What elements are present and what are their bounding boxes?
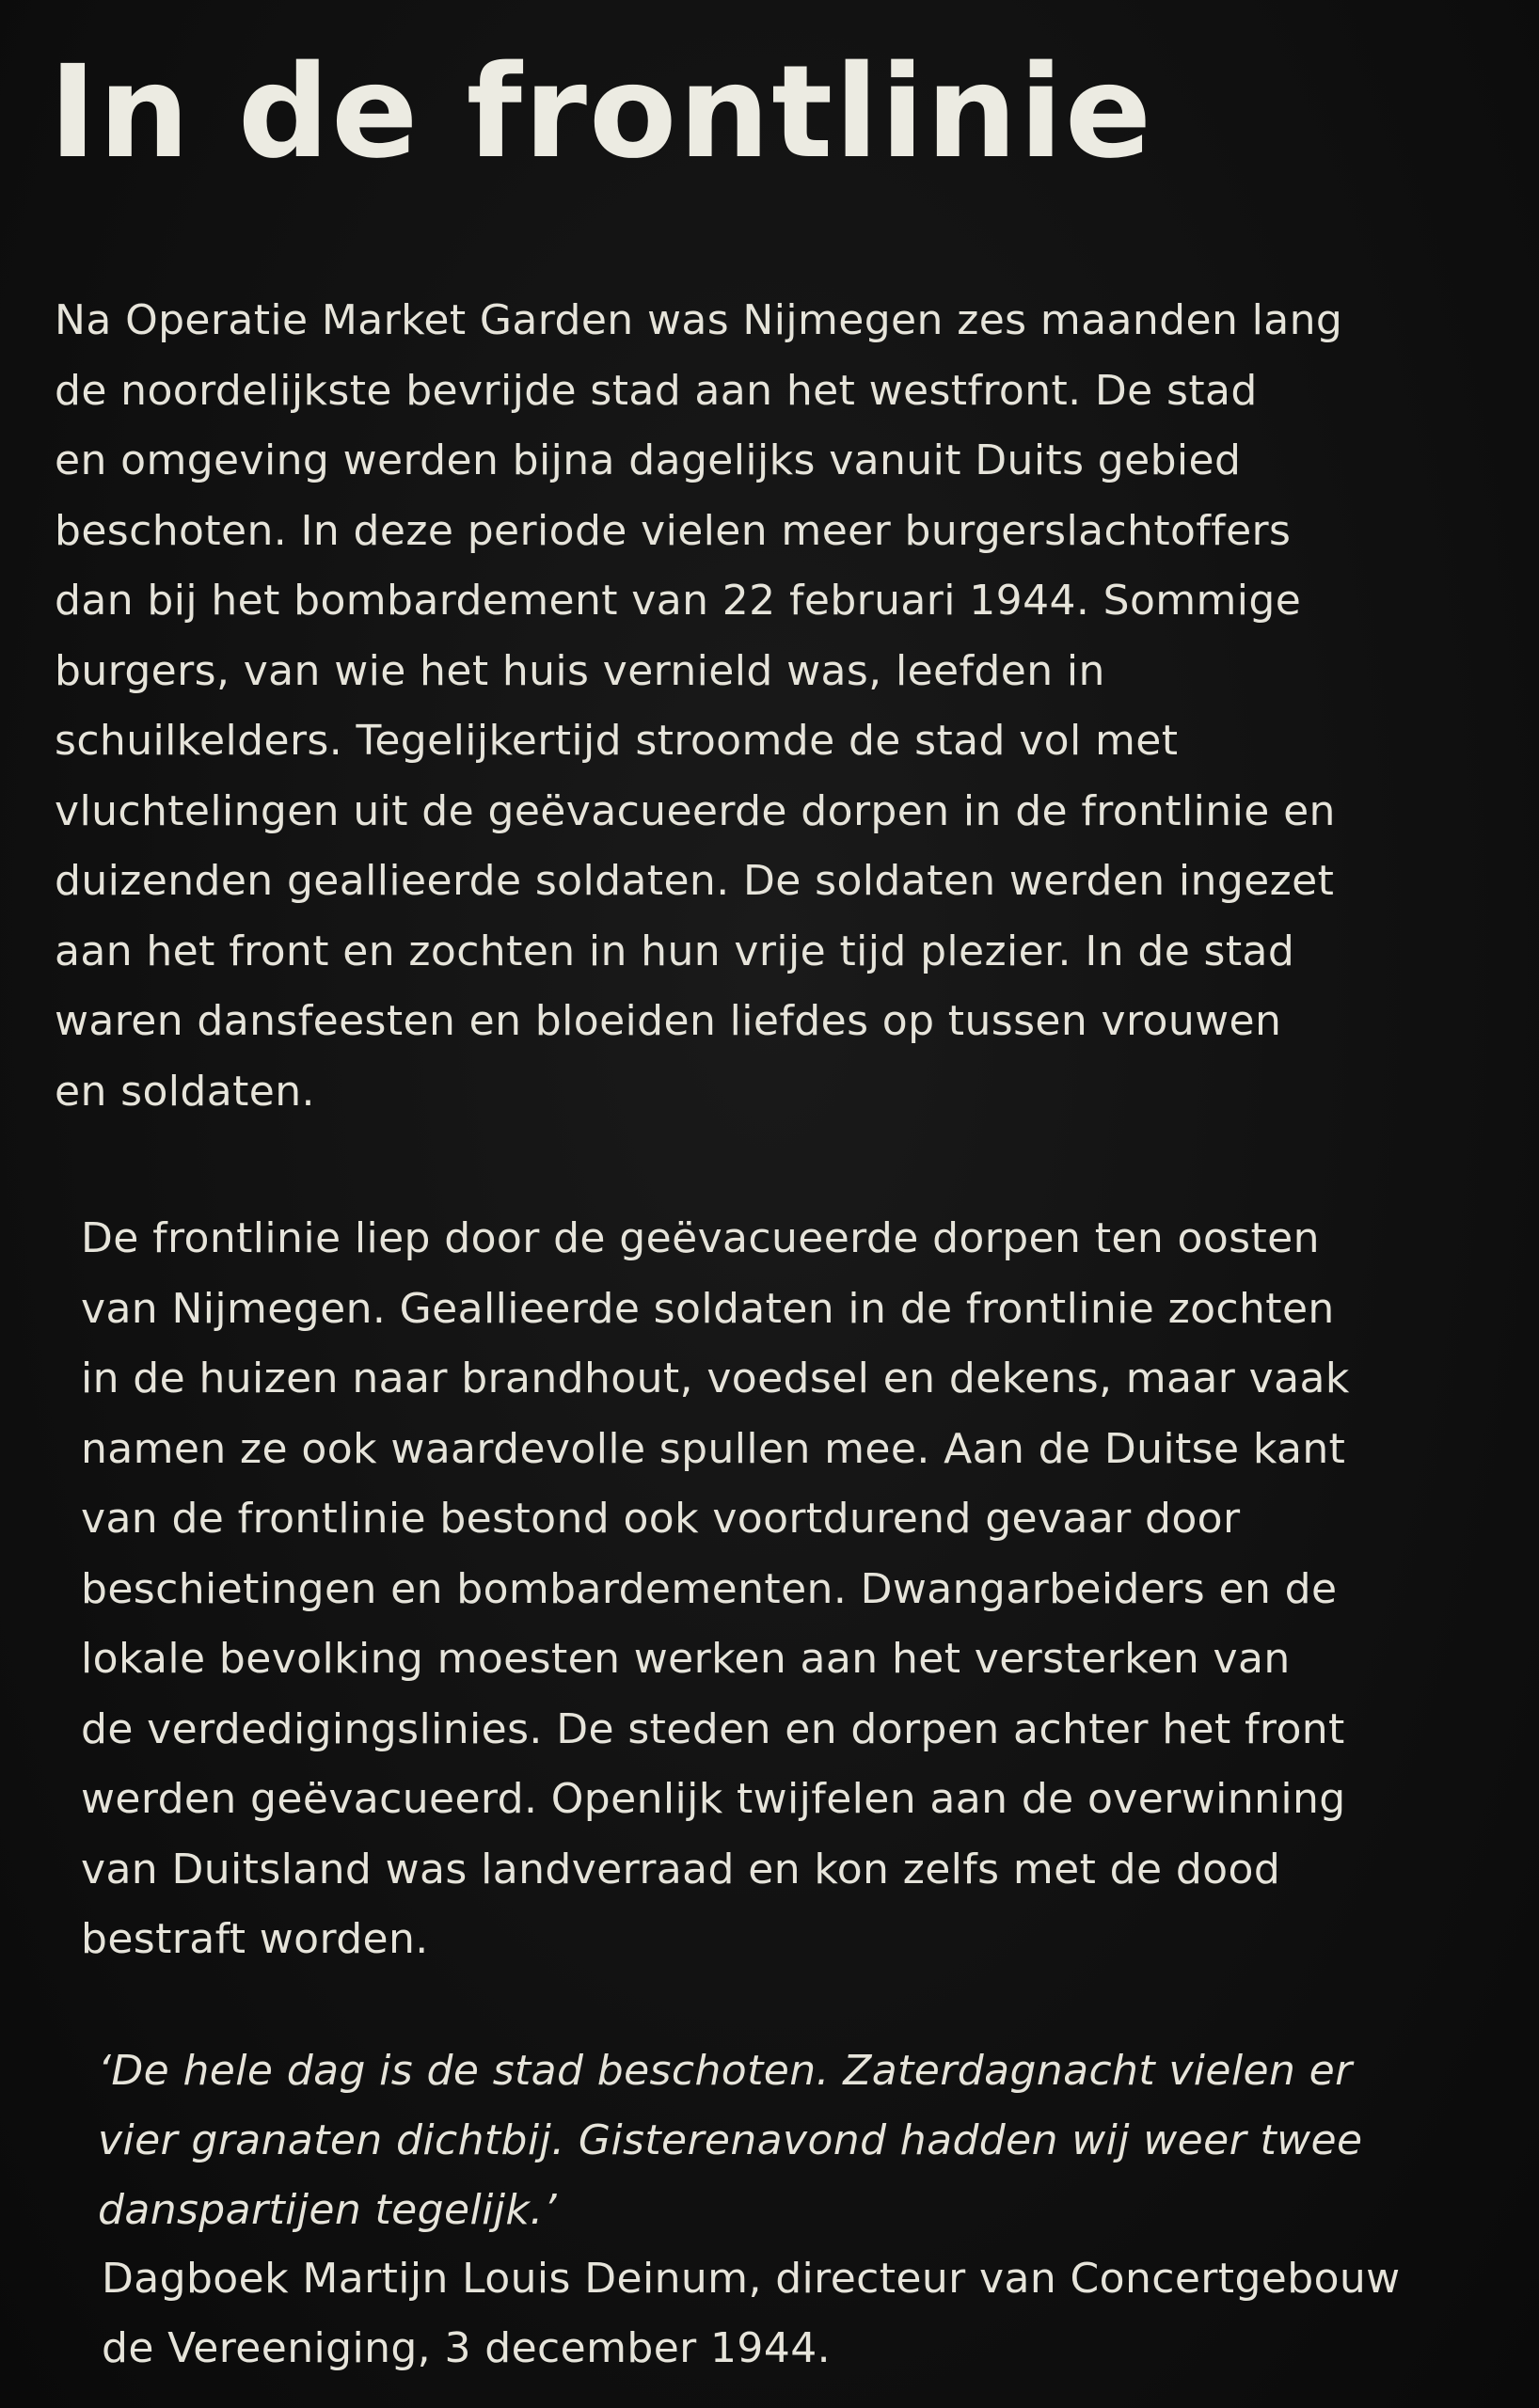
text-line: namen ze ook waardevolle spullen mee. Aan de Duitse kant [81,1424,1346,1473]
body-paragraph-2 [81,1204,1492,1975]
text-line: de verdedigingslinies. De steden en dorpen achter het front [81,1704,1345,1753]
attribution-line: Dagboek Martijn Louis Deinum, directeur van Concertgebouw [102,2255,1401,2303]
text-line: van Duitsland was landverraad en kon zelfs met de dood [81,1845,1281,1893]
text-line: lokale bevolking moesten werken aan het versterken van [81,1635,1291,1683]
text-line: en omgeving werden bijna dagelijks vanuit Duits gebied [55,436,1242,484]
text-line: Na Operatie Market Garden was Nijmegen zes maanden lang [55,296,1343,344]
diary-quote [98,2036,1509,2245]
text-line: van de frontlinie bestond ook voortdurend gevaar door [81,1495,1241,1543]
panel-title: In de frontlinie [49,39,1154,187]
quote-line: danspartijen tegelijk.’ [98,2186,557,2234]
text-line: duizenden geallieerde soldaten. De soldaten werden ingezet [55,857,1335,905]
text-line: de noordelijkste bevrijde stad aan het westfront. De stad [55,366,1258,415]
quote-line: ‘De hele dag is de stad beschoten. Zaterdagnacht vielen er [98,2047,1353,2095]
text-line: werden geëvacueerd. Openlijk twijfelen aan de overwinning [81,1775,1346,1823]
attribution-line: de Vereeniging, 3 december 1944. [102,2324,832,2372]
text-line: dan bij het bombardement van 22 februari 1944. Sommige [55,577,1302,625]
text-line: aan het front en zochten in hun vrije tijd plezier. In de stad [55,927,1295,975]
text-line: waren dansfeesten en bloeiden liefdes op tussen vrouwen [55,997,1282,1045]
body-paragraph-1 [55,286,1466,1127]
text-line: schuilkelders. Tegelijkertijd stroomde de stad vol met [55,717,1179,765]
text-line: vluchtelingen uit de geëvacueerde dorpen in de frontlinie en [55,786,1336,835]
text-line: en soldaten. [55,1067,315,1116]
text-line: van Nijmegen. Geallieerde soldaten in de frontlinie zochten [81,1284,1335,1333]
text-line: burgers, van wie het huis vernield was, leefden in [55,646,1105,695]
text-line: bestraft worden. [81,1915,429,1963]
text-line: in de huizen naar brandhout, voedsel en dekens, maar vaak [81,1354,1350,1402]
quote-line: vier granaten dichtbij. Gisterenavond hadden wij weer twee [98,2116,1363,2164]
quote-attribution [102,2244,1513,2384]
text-line: De frontlinie liep door de geëvacueerde dorpen ten oosten [81,1214,1320,1262]
text-line: beschoten. In deze periode vielen meer burgerslachtoffers [55,506,1292,555]
text-line: beschietingen en bombardementen. Dwangarbeiders en de [81,1564,1338,1613]
